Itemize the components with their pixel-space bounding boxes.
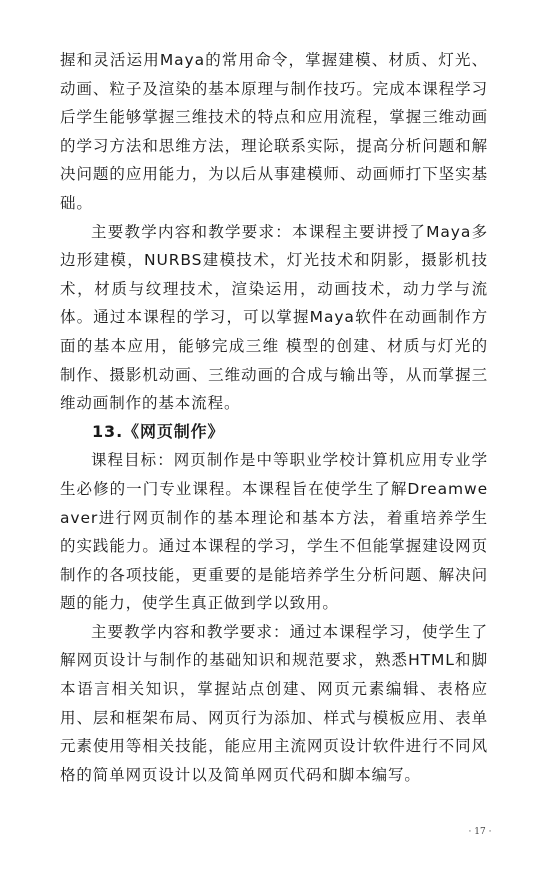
- paragraph-maya-content: 主要教学内容和教学要求：本课程主要讲授了Maya多边形建模，NURBS建模技术，灯光技术和阴影，摄影机技术，材质与纹理技术，渲染运用，动画技术，动力学与流体。通过本课程的学习，可以掌握Maya软件在动画制作方面的基本应用，能够完成三维 模型的创建、材质与灯光的制作、摄影机动画、三维动画的合成与输出等，从而掌握三维动画制作的基本流程。: [60, 222, 488, 413]
- paragraph-maya-objectives: 握和灵活运用Maya的常用命令，掌握建模、材质、灯光、动画、粒子及渲染的基本原理与制作技巧。完成本课程学习后学生能够掌握三维技术的特点和应用流程，掌握三维动画的学习方法和思维方法，理论联系实际，提高分析问题和解决问题的应用能力，为以后从事建模师、动画师打下坚实基础。: [60, 51, 488, 212]
- page-number: · 17 ·: [468, 827, 492, 837]
- document-body: [60, 46, 488, 789]
- paragraph-web-objectives: 课程目标：网页制作是中等职业学校计算机应用专业学生必修的一门专业课程。本课程旨在使学生了解Dreamweaver进行网页制作的基本理论和基本方法，着重培养学生的实践能力。通过本课程的学习，学生不但能掌握建设网页制作的各项技能，更重要的是能培养学生分析问题、解决问题的能力，使学生真正做到学以致用。: [60, 451, 488, 613]
- section-heading-web-design: 13.《网页制作》: [92, 421, 225, 441]
- paragraph-web-content: 主要教学内容和教学要求：通过本课程学习，使学生了解网页设计与制作的基础知识和规范要求，熟悉HTML和脚本语言相关知识，掌握站点创建、网页元素编辑、表格应用、层和框架布局、网页行为添加、样式与模板应用、表单元素使用等相关技能，能应用主流网页设计软件进行不同风格的简单网页设计以及简单网页代码和脚本编写。: [60, 622, 488, 784]
